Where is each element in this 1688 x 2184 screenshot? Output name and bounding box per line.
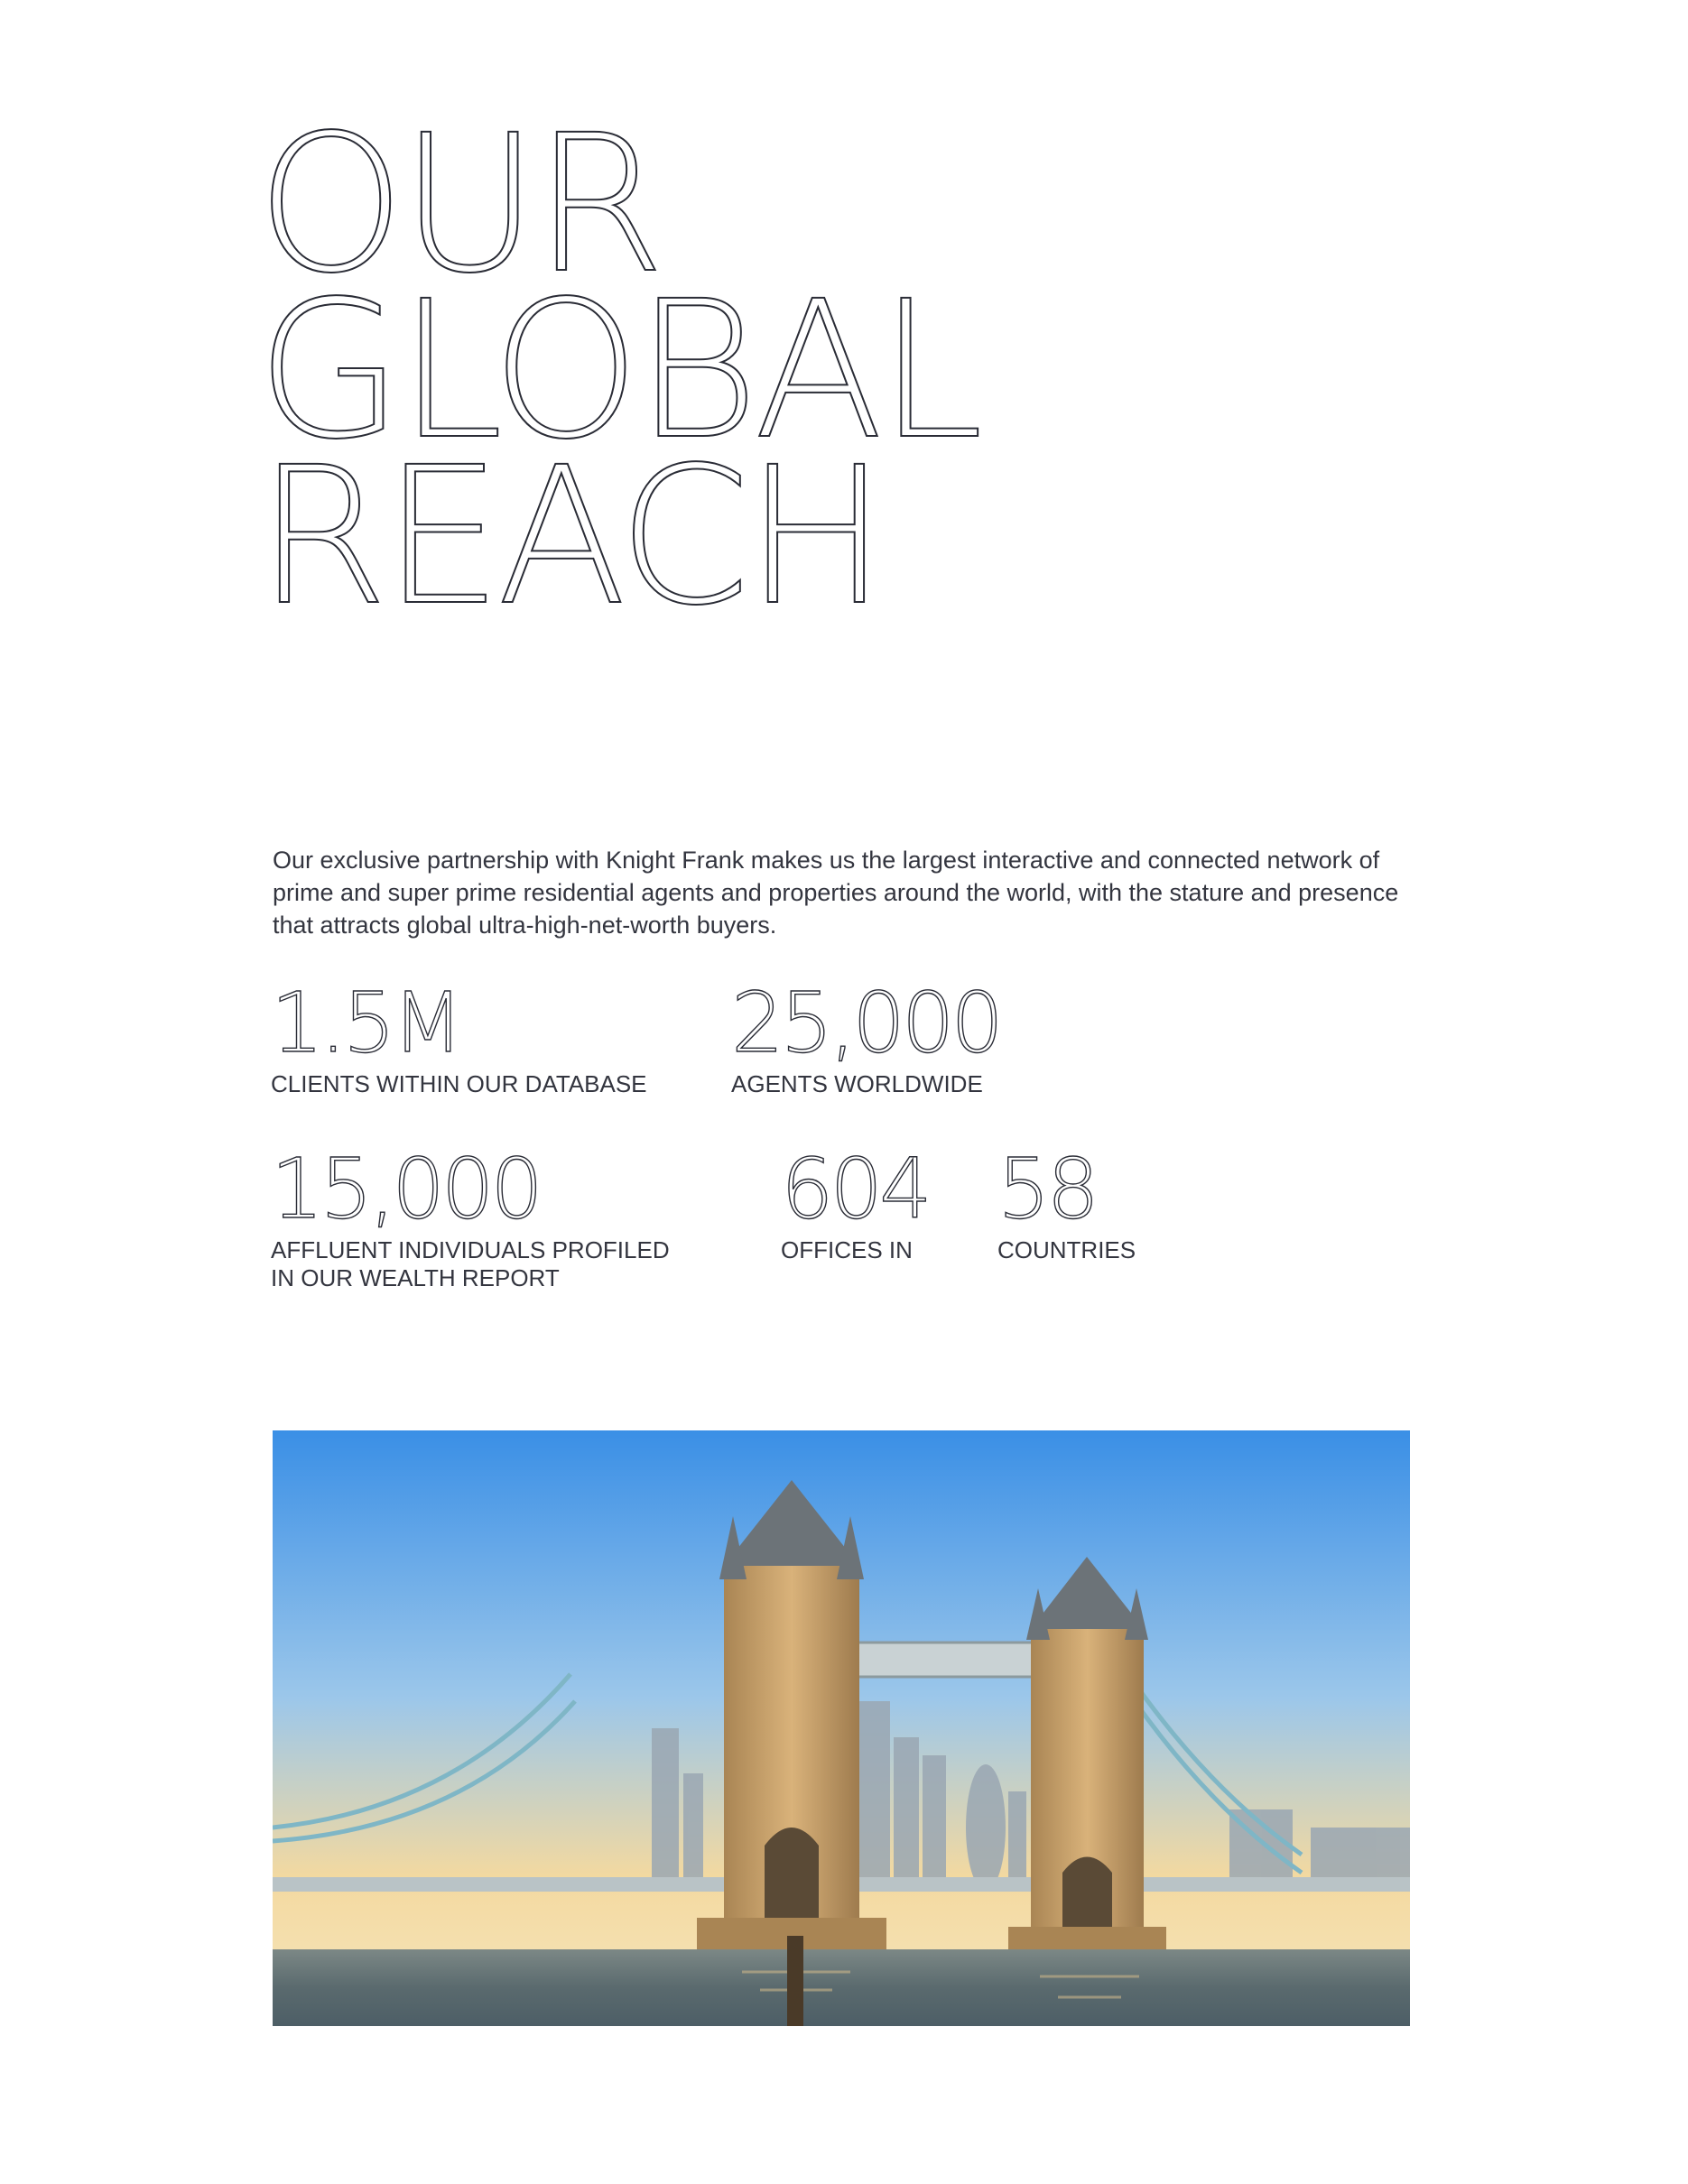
stat-clients (271, 975, 647, 1098)
stat-countries-caption: COUNTRIES (997, 1236, 1136, 1263)
headline-line-3: REACH (256, 426, 883, 647)
tower-bridge-photo (273, 1430, 1410, 2026)
stat-offices-caption: OFFICES IN (781, 1236, 913, 1263)
tower-bridge-illustration (273, 1430, 1410, 2026)
left-tower (697, 1480, 886, 1990)
river (273, 1949, 1410, 2026)
stat-agents-value: 25,000 (731, 975, 1000, 1071)
stat-affluent-value: 15,000 (271, 1141, 540, 1237)
stat-clients-value: 1.5M (271, 975, 460, 1071)
stat-countries-value: 58 (997, 1141, 1097, 1237)
stat-affluent (271, 1141, 670, 1292)
stat-clients-caption: CLIENTS WITHIN OUR DATABASE (271, 1070, 647, 1097)
stat-offices (781, 1141, 929, 1264)
stat-countries (997, 1141, 1136, 1264)
page-headline (256, 94, 978, 647)
intro-paragraph: Our exclusive partnership with Knight Frank makes us the largest interactive and connected network of prime and super prime residential agents and properties around the world, with the stature and presence that attracts global ultra-high-net-worth buyers. (273, 847, 1399, 939)
mooring-post (787, 1936, 803, 2026)
stat-affluent-caption-line-2: IN OUR WEALTH REPORT (271, 1264, 560, 1291)
headline-line-2: GLOBAL (256, 260, 978, 481)
stat-agents-caption: AGENTS WORLDWIDE (731, 1070, 983, 1097)
headline-line-1: OUR (256, 94, 660, 315)
stat-offices-value: 604 (781, 1141, 929, 1237)
stat-agents (731, 975, 1000, 1098)
stat-affluent-caption-line-1: AFFLUENT INDIVIDUALS PROFILED (271, 1236, 670, 1263)
right-tower (1008, 1557, 1166, 1990)
stat-affluent-caption (271, 1236, 670, 1292)
